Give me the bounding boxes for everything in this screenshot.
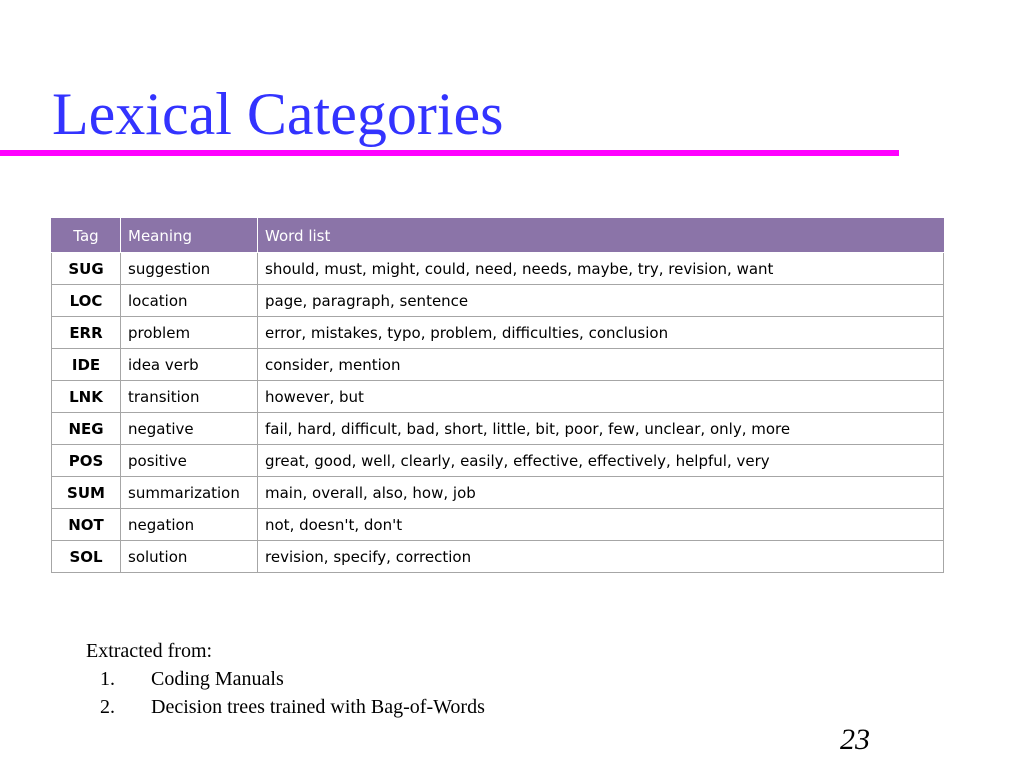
column-header-meaning: Meaning bbox=[121, 219, 258, 253]
source-intro: Extracted from: bbox=[86, 640, 213, 662]
meaning-cell: negation bbox=[121, 509, 258, 541]
tag-cell: SUG bbox=[52, 253, 121, 285]
tag-cell: NEG bbox=[52, 413, 121, 445]
word-list-cell: however, but bbox=[258, 381, 944, 413]
table-row bbox=[52, 477, 944, 509]
meaning-cell: negative bbox=[121, 413, 258, 445]
tag-cell: SOL bbox=[52, 541, 121, 573]
list-item-text: Coding Manuals bbox=[151, 668, 284, 690]
meaning-cell: positive bbox=[121, 445, 258, 477]
table-row bbox=[52, 445, 944, 477]
meaning-cell: transition bbox=[121, 381, 258, 413]
table-row bbox=[52, 317, 944, 349]
table-body bbox=[52, 253, 944, 573]
table-row bbox=[52, 413, 944, 445]
table-row bbox=[52, 285, 944, 317]
meaning-cell: location bbox=[121, 285, 258, 317]
source-list bbox=[86, 665, 485, 721]
table-row bbox=[52, 253, 944, 285]
list-item-number: 1. bbox=[100, 668, 115, 690]
word-list-cell: should, must, might, could, need, needs, maybe, try, revision, want bbox=[258, 253, 944, 285]
table-row bbox=[52, 349, 944, 381]
tag-cell: POS bbox=[52, 445, 121, 477]
table-header-row bbox=[52, 219, 944, 253]
list-item-number: 2. bbox=[100, 696, 115, 718]
word-list-cell: error, mistakes, typo, problem, difficulties, conclusion bbox=[258, 317, 944, 349]
column-header-word-list: Word list bbox=[258, 219, 944, 253]
page-number: 23 bbox=[840, 723, 870, 756]
meaning-cell: summarization bbox=[121, 477, 258, 509]
tag-cell: ERR bbox=[52, 317, 121, 349]
meaning-cell: solution bbox=[121, 541, 258, 573]
list-item-text: Decision trees trained with Bag-of-Words bbox=[151, 696, 485, 718]
meaning-cell: idea verb bbox=[121, 349, 258, 381]
table-row bbox=[52, 541, 944, 573]
word-list-cell: great, good, well, clearly, easily, effective, effectively, helpful, very bbox=[258, 445, 944, 477]
list-item bbox=[86, 693, 485, 721]
word-list-cell: revision, specify, correction bbox=[258, 541, 944, 573]
meaning-cell: suggestion bbox=[121, 253, 258, 285]
tag-cell: NOT bbox=[52, 509, 121, 541]
source-note bbox=[86, 637, 485, 721]
tag-cell: SUM bbox=[52, 477, 121, 509]
word-list-cell: main, overall, also, how, job bbox=[258, 477, 944, 509]
table-row bbox=[52, 381, 944, 413]
tag-cell: LNK bbox=[52, 381, 121, 413]
tag-cell: IDE bbox=[52, 349, 121, 381]
word-list-cell: page, paragraph, sentence bbox=[258, 285, 944, 317]
word-list-cell: fail, hard, difficult, bad, short, little, bit, poor, few, unclear, only, more bbox=[258, 413, 944, 445]
table-row bbox=[52, 509, 944, 541]
column-header-tag: Tag bbox=[52, 219, 121, 253]
word-list-cell: not, doesn't, don't bbox=[258, 509, 944, 541]
word-list-cell: consider, mention bbox=[258, 349, 944, 381]
lexical-categories-table bbox=[51, 218, 944, 573]
meaning-cell: problem bbox=[121, 317, 258, 349]
title-underline bbox=[0, 150, 899, 156]
tag-cell: LOC bbox=[52, 285, 121, 317]
list-item bbox=[86, 665, 485, 693]
slide-title: Lexical Categories bbox=[52, 81, 504, 147]
